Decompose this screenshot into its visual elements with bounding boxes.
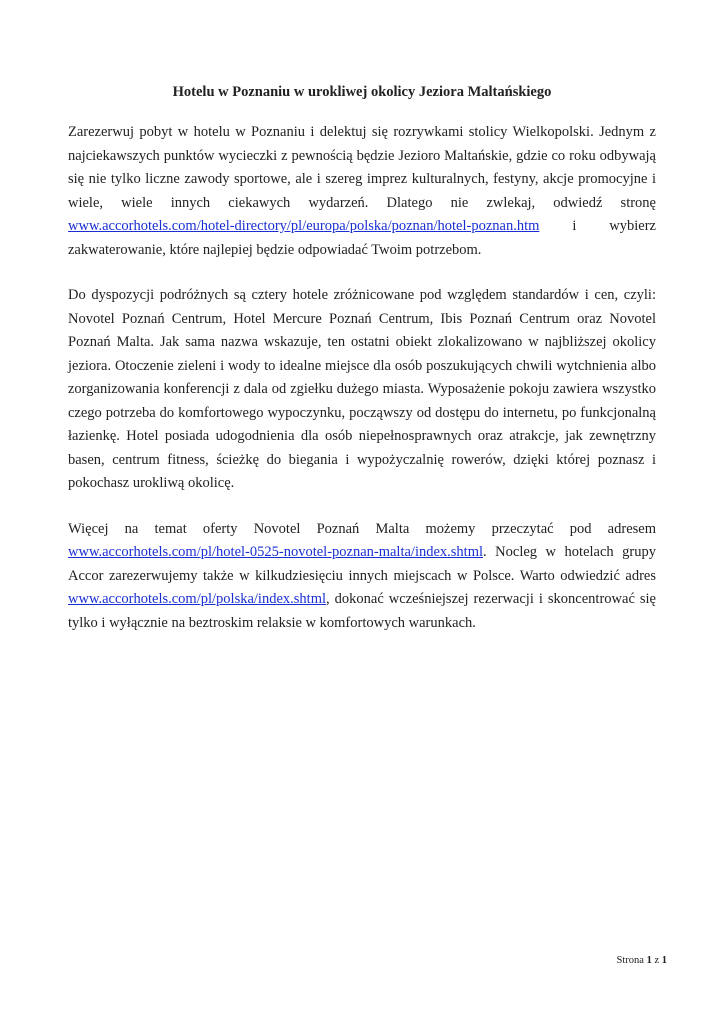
paragraph-hotels: Do dyspozycji podróżnych są cztery hotele zróżnicowane pod względem standardów i cen, czyli: Novotel Poznań Centrum, Hotel Mercure Poznań Centrum, Ibis Poznań Centrum oraz Novotel Poznań Malta. Jak sama nazwa wskazuje, ten ostatni obiekt zlokalizowano w najbliższej okolicy jeziora. Otoczenie zieleni i wody to idealne miejsce dla osób poszukujących chwili wytchnienia albo zorganizowania konferencji z dala od zgiełku dużego miasta. Wyposażenie pokoju zawiera wszystko czego potrzeba do komfortowego wypoczynku, począwszy od dostępu do internetu, po funkcjonalną łazienkę. Hotel posiada udogodnienia dla osób niepełnosprawnych oraz atrakcje, jak zewnętrzny basen, centrum fitness, ścieżkę do biegania i wypożyczalnię rowerów, dzięki której poznasz i pokochasz urokliwą okolicę. [68,287,656,491]
document-title: Hotelu w Poznaniu w urokliwej okolicy Jeziora Maltańskiego [172,84,552,100]
paragraph-intro-text: Zarezerwuj pobyt w hotelu w Poznaniu i delektuj się rozrywkami stolicy Wielkopolski. Jednym z najciekawszych punktów wycieczki z pewnością będzie Jezioro Maltańskie, gdzie co roku odbywają się nie tylko liczne zawody sportowe, ale i szereg imprez kulturalnych, festyny, akcje promocyjne i wiele, wiele innych ciekawych wydarzeń. Dlatego nie zwlekaj, odwiedź stronę [68,124,656,211]
accor-poland-link[interactable]: www.accorhotels.com/pl/polska/index.shtml [68,591,326,607]
footer-total-pages: 1 [661,955,667,966]
hotel-directory-link[interactable]: www.accorhotels.com/hotel-directory/pl/europa/polska/poznan/hotel-poznan.htm [68,218,540,234]
page-number-footer [617,955,667,966]
footer-label: Strona [616,955,644,966]
paragraph-intro [68,121,656,262]
paragraph-intro-text-end: i wybierz zakwaterowanie, które najlepiej będzie odpowiadać Twoim potrzebom. [68,218,656,258]
paragraph-more-info-text-end: , dokonać wcześniejszej rezerwacji i skoncentrować się tylko i wyłącznie na beztroskim relaksie w komfortowych warunkach. [68,591,656,631]
footer-separator: z [654,955,660,966]
paragraph-more-info-text-middle: . Nocleg w hotelach grupy Accor zarezerwujemy także w kilkudziesięciu innych miejscach w Polsce. Warto odwiedzić adres [68,544,656,584]
paragraph-more-info [68,518,656,636]
novotel-malta-link[interactable]: www.accorhotels.com/pl/hotel-0525-novotel-poznan-malta/index.shtml [68,544,484,560]
document-page [68,84,656,657]
paragraph-more-info-text: Więcej na temat oferty Novotel Poznań Malta możemy przeczytać pod adresem [68,520,656,537]
footer-current-page: 1 [646,955,652,966]
